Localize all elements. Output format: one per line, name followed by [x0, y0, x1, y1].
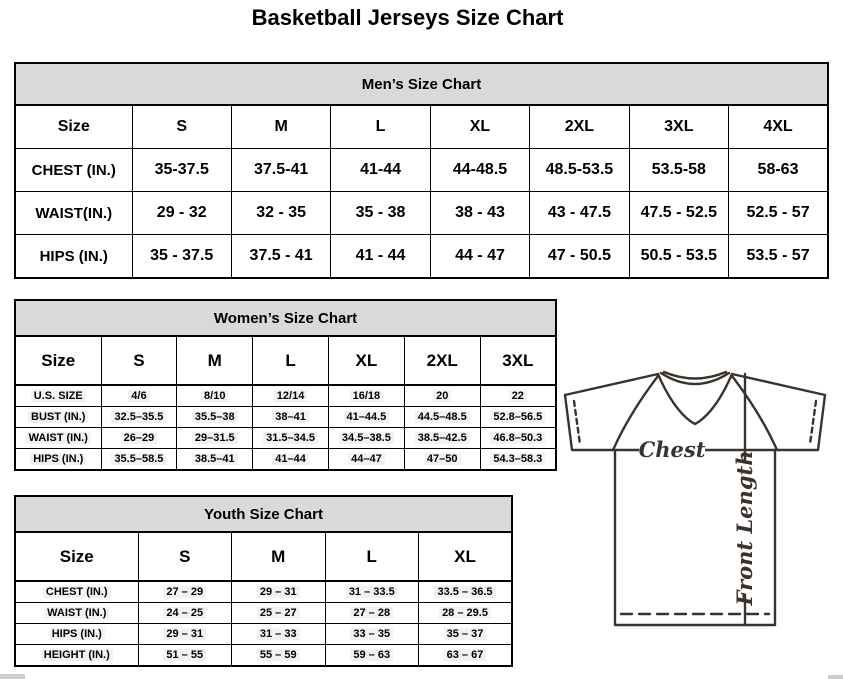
row-label [15, 407, 101, 428]
cell-text: 28 – 29.5 [439, 607, 491, 619]
table-row [15, 407, 556, 428]
row-label [15, 645, 138, 667]
cell-text: 31 – 33.5 [346, 586, 398, 598]
size-cell [419, 581, 513, 603]
cell-text: 29 – 31 [257, 586, 300, 598]
size-cell [404, 407, 480, 428]
size-cell [232, 645, 326, 667]
column-header: 2XL [530, 105, 629, 149]
jersey-seam-right [732, 376, 777, 450]
cell-text: 35 – 37 [444, 628, 487, 640]
column-header: 3XL [629, 105, 728, 149]
page-title: Basketball Jerseys Size Chart [251, 5, 564, 30]
size-cell [232, 581, 326, 603]
table-row [15, 645, 512, 667]
row-label: HIPS (IN.) [15, 235, 132, 279]
cell-text: WAIST (IN.) [44, 607, 109, 619]
size-cell [253, 428, 329, 449]
column-header: XL [419, 532, 513, 581]
column-header: XL [328, 336, 404, 385]
cell-text: 33.5 – 36.5 [434, 586, 495, 598]
cell-text: 31 – 33 [257, 628, 300, 640]
size-cell [325, 624, 419, 645]
cell-text: 8/10 [201, 390, 228, 402]
jersey-sleeve-right [777, 395, 825, 450]
size-cell [138, 581, 232, 603]
cell-text: 29 – 31 [163, 628, 206, 640]
womens-column-header-row [15, 336, 556, 385]
table-row [15, 581, 512, 603]
row-label: CHEST (IN.) [15, 149, 132, 192]
womens-table-title: Women’s Size Chart [15, 300, 556, 336]
size-cell [404, 449, 480, 471]
size-cell [480, 449, 556, 471]
jersey-collar [658, 374, 732, 424]
cell-text: 32.5–35.5 [111, 411, 166, 423]
cell-text: BUST (IN.) [28, 411, 88, 423]
table-row [15, 428, 556, 449]
size-cell [404, 385, 480, 407]
womens-size-table [14, 299, 557, 471]
front-length-label: Front Length [732, 450, 757, 606]
size-cell: 52.5 - 57 [729, 192, 828, 235]
column-header: S [138, 532, 232, 581]
column-header: Size [15, 105, 132, 149]
size-cell: 37.5 - 41 [231, 235, 330, 279]
size-cell [253, 385, 329, 407]
cell-text: 55 – 59 [257, 649, 300, 661]
cell-text: 26–29 [121, 432, 158, 444]
column-header: M [231, 105, 330, 149]
cell-text: 38.5–41 [192, 453, 238, 465]
size-cell: 35 - 38 [331, 192, 430, 235]
size-cell [138, 603, 232, 624]
jersey-sleeve-left [565, 395, 613, 450]
cell-text: HIPS (IN.) [49, 628, 105, 640]
column-header: Size [15, 336, 101, 385]
youth-table-title: Youth Size Chart [15, 496, 512, 532]
table-row [15, 603, 512, 624]
row-label [15, 581, 138, 603]
column-header: 3XL [480, 336, 556, 385]
table-row [15, 149, 828, 192]
hscrollbar-left-fragment[interactable] [0, 674, 25, 679]
cell-text: 35.5–38 [192, 411, 238, 423]
row-label [15, 603, 138, 624]
size-cell: 38 - 43 [430, 192, 529, 235]
chest-label: Chest [638, 437, 706, 462]
size-cell [325, 603, 419, 624]
cell-text: 33 – 35 [350, 628, 393, 640]
youth-size-table [14, 495, 513, 667]
size-cell: 47 - 50.5 [530, 235, 629, 279]
cell-text: 29–31.5 [192, 432, 238, 444]
size-cell [328, 407, 404, 428]
cell-text: 38.5–42.5 [415, 432, 470, 444]
mens-table-title-row [15, 63, 828, 105]
size-cell [232, 603, 326, 624]
column-header: L [325, 532, 419, 581]
size-cell [328, 428, 404, 449]
size-cell [419, 624, 513, 645]
hscrollbar-right-fragment[interactable] [828, 675, 843, 679]
column-header: Size [15, 532, 138, 581]
cell-text: 35.5–58.5 [111, 453, 166, 465]
size-cell [419, 603, 513, 624]
row-label [15, 428, 101, 449]
column-header: 2XL [404, 336, 480, 385]
jersey-collar-inner [661, 372, 729, 384]
row-label [15, 385, 101, 407]
row-label [15, 449, 101, 471]
cell-text: 4/6 [128, 390, 149, 402]
size-cell: 32 - 35 [231, 192, 330, 235]
column-header: M [177, 336, 253, 385]
size-cell: 47.5 - 52.5 [629, 192, 728, 235]
size-cell [177, 407, 253, 428]
size-cell [328, 449, 404, 471]
mens-table-title: Men’s Size Chart [15, 63, 828, 105]
cell-text: 41–44 [272, 453, 309, 465]
size-cell [101, 407, 177, 428]
cell-text: 46.8–50.3 [490, 432, 545, 444]
size-cell [101, 449, 177, 471]
size-cell: 44-48.5 [430, 149, 529, 192]
table-row [15, 449, 556, 471]
table-row [15, 235, 828, 279]
cell-text: 24 – 25 [163, 607, 206, 619]
row-label: WAIST(IN.) [15, 192, 132, 235]
size-cell: 29 - 32 [132, 192, 231, 235]
table-row [15, 624, 512, 645]
cell-text: 63 – 67 [444, 649, 487, 661]
size-cell [480, 385, 556, 407]
size-cell [419, 645, 513, 667]
size-cell [177, 428, 253, 449]
mens-column-header-row [15, 105, 828, 149]
cell-text: 47–50 [424, 453, 461, 465]
column-header: L [331, 105, 430, 149]
cell-text: HIPS (IN.) [30, 453, 86, 465]
jersey-sleeve-dash-right [810, 401, 816, 444]
size-cell: 35-37.5 [132, 149, 231, 192]
cell-text: 34.5–38.5 [339, 432, 394, 444]
cell-text: 52.8–56.5 [490, 411, 545, 423]
column-header: S [101, 336, 177, 385]
cell-text: 25 – 27 [257, 607, 300, 619]
cell-text: 51 – 55 [163, 649, 206, 661]
youth-table-title-row [15, 496, 512, 532]
size-cell [404, 428, 480, 449]
cell-text: 41–44.5 [344, 411, 390, 423]
size-cell [253, 449, 329, 471]
size-cell [232, 624, 326, 645]
size-cell: 48.5-53.5 [530, 149, 629, 192]
size-cell [325, 645, 419, 667]
cell-text: 44–47 [348, 453, 385, 465]
cell-text: 27 – 28 [350, 607, 393, 619]
jersey-diagram [557, 362, 843, 662]
size-cell [101, 385, 177, 407]
table-row [15, 385, 556, 407]
mens-size-table [14, 62, 829, 279]
column-header: M [232, 532, 326, 581]
size-cell [138, 624, 232, 645]
cell-text: CHEST (IN.) [43, 586, 111, 598]
cell-text: 27 – 29 [163, 586, 206, 598]
size-cell: 35 - 37.5 [132, 235, 231, 279]
row-label [15, 624, 138, 645]
cell-text: WAIST (IN.) [26, 432, 91, 444]
cell-text: 22 [509, 390, 527, 402]
cell-text: 12/14 [274, 390, 308, 402]
size-cell [101, 428, 177, 449]
size-cell: 41 - 44 [331, 235, 430, 279]
cell-text: 31.5–34.5 [263, 432, 318, 444]
size-cell: 53.5-58 [629, 149, 728, 192]
column-header: L [253, 336, 329, 385]
cell-text: HEIGHT (IN.) [41, 649, 113, 661]
cell-text: 16/18 [350, 390, 384, 402]
cell-text: 44.5–48.5 [415, 411, 470, 423]
cell-text: 38–41 [272, 411, 309, 423]
cell-text: U.S. SIZE [31, 390, 86, 402]
jersey-sleeve-dash-left [574, 401, 580, 444]
size-cell: 58-63 [729, 149, 828, 192]
size-cell [138, 645, 232, 667]
size-cell: 43 - 47.5 [530, 192, 629, 235]
size-cell [177, 385, 253, 407]
column-header: 4XL [729, 105, 828, 149]
size-cell: 44 - 47 [430, 235, 529, 279]
womens-table-title-row [15, 300, 556, 336]
size-cell [177, 449, 253, 471]
column-header: S [132, 105, 231, 149]
youth-column-header-row [15, 532, 512, 581]
table-row [15, 192, 828, 235]
size-cell [480, 407, 556, 428]
size-cell: 41-44 [331, 149, 430, 192]
size-cell [328, 385, 404, 407]
size-cell: 37.5-41 [231, 149, 330, 192]
size-cell [480, 428, 556, 449]
cell-text: 59 – 63 [350, 649, 393, 661]
column-header: XL [430, 105, 529, 149]
cell-text: 54.3–58.3 [490, 453, 545, 465]
size-cell [325, 581, 419, 603]
size-cell: 53.5 - 57 [729, 235, 828, 279]
size-cell: 50.5 - 53.5 [629, 235, 728, 279]
cell-text: 20 [433, 390, 451, 402]
size-cell [253, 407, 329, 428]
